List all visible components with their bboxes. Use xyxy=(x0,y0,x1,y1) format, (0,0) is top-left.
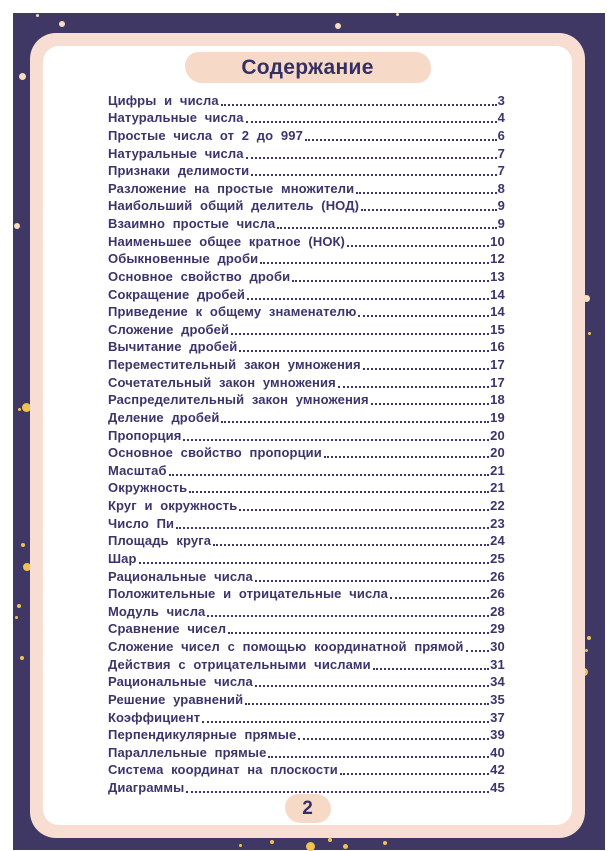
toc-entry-label: Переместительный закон умножения xyxy=(108,357,361,372)
toc-row xyxy=(108,354,505,372)
dotted-leader xyxy=(373,668,489,670)
toc-entry-page: 39 xyxy=(490,727,505,743)
toc-row xyxy=(108,178,505,196)
toc-row xyxy=(108,425,505,443)
toc-row xyxy=(108,689,505,707)
page-number: 2 xyxy=(302,797,313,819)
star-dot xyxy=(239,844,242,847)
toc-entry-page: 16 xyxy=(490,339,505,355)
toc-entry-page: 29 xyxy=(490,621,505,637)
star-dot xyxy=(21,543,25,547)
toc-entry-page: 45 xyxy=(490,780,505,795)
toc-row xyxy=(108,407,505,425)
dotted-leader xyxy=(324,456,489,458)
page-border xyxy=(30,33,585,838)
toc-entry-page: 13 xyxy=(490,268,505,284)
dotted-leader xyxy=(371,403,489,405)
toc-entry-label: Сокращение дробей xyxy=(108,286,245,302)
toc-entry-label: Положительные и отрицательные числа xyxy=(108,586,388,602)
toc-entry-label: Сложение чисел с помощью координатной прямой xyxy=(108,639,464,654)
dotted-leader xyxy=(221,421,489,423)
star-dot xyxy=(59,21,65,27)
star-dot xyxy=(328,838,332,842)
toc-row xyxy=(108,460,505,478)
dotted-leader xyxy=(247,298,489,300)
toc-entry-page: 26 xyxy=(490,568,505,584)
toc-entry-page: 26 xyxy=(490,586,505,602)
toc-entry-page: 6 xyxy=(497,127,505,143)
toc-row xyxy=(108,161,505,179)
toc-row xyxy=(108,143,505,161)
star-dot xyxy=(36,14,39,17)
title-banner xyxy=(185,52,431,83)
toc-entry-page: 17 xyxy=(490,357,505,372)
star-dot xyxy=(396,13,399,16)
toc-row xyxy=(108,213,505,231)
toc-row xyxy=(108,742,505,760)
toc-entry-label: Простые числа от 2 до 997 xyxy=(108,127,303,143)
toc-row xyxy=(108,619,505,637)
star-dot xyxy=(19,73,26,80)
toc-entry-label: Обыкновенные дроби xyxy=(108,251,259,267)
toc-row xyxy=(108,513,505,531)
toc-entry-page: 20 xyxy=(490,445,505,461)
toc-row xyxy=(108,495,505,513)
toc-row xyxy=(108,319,505,337)
dotted-leader xyxy=(202,721,489,723)
star-dot xyxy=(585,649,588,652)
star-dot xyxy=(14,223,20,229)
toc-row xyxy=(108,478,505,496)
star-dot xyxy=(18,408,21,411)
toc-row xyxy=(108,108,505,126)
dotted-leader xyxy=(213,544,489,546)
toc-entry-page: 14 xyxy=(490,304,505,320)
toc-entry-page: 9 xyxy=(497,216,505,231)
toc-entry-page: 24 xyxy=(490,533,505,549)
toc-entry-page: 34 xyxy=(490,674,505,690)
toc-entry-label: Масштаб xyxy=(108,462,167,478)
outer-frame xyxy=(13,13,605,850)
star-dot xyxy=(270,840,274,844)
toc-entry-label: Площадь круга xyxy=(108,533,212,549)
toc-entry-page: 37 xyxy=(490,709,505,725)
toc-entry-label: Параллельные прямые xyxy=(108,744,267,760)
dotted-leader xyxy=(356,192,496,194)
toc-row xyxy=(108,284,505,302)
toc-entry-label: Наибольший общий делитель (НОД) xyxy=(108,198,360,214)
toc-entry-page: 21 xyxy=(490,480,505,496)
toc-entry-page: 21 xyxy=(490,462,505,478)
toc-entry-page: 9 xyxy=(497,198,505,214)
dotted-leader xyxy=(239,350,489,352)
dotted-leader xyxy=(245,703,489,705)
toc-entry-page: 10 xyxy=(490,233,505,249)
toc-entry-label: Шар xyxy=(108,550,137,566)
toc-entry-page: 19 xyxy=(490,409,505,425)
toc-row xyxy=(108,90,505,108)
toc-entry-label: Окружность xyxy=(108,480,188,496)
toc-entry-page: 7 xyxy=(497,145,505,161)
toc-entry-label: Деление дробей xyxy=(108,409,220,425)
toc-entry-label: Взаимно простые числа xyxy=(108,216,276,231)
toc-entry-label: Пропорция xyxy=(108,427,182,443)
dotted-leader xyxy=(277,227,496,229)
toc-entry-label: Модуль числа xyxy=(108,603,206,619)
toc-row xyxy=(108,548,505,566)
toc-row xyxy=(108,601,505,619)
dotted-leader xyxy=(390,597,489,599)
toc-entry-page: 35 xyxy=(490,691,505,707)
toc-entry-page: 40 xyxy=(490,744,505,760)
toc-row xyxy=(108,760,505,778)
dotted-leader xyxy=(305,139,497,141)
toc-entry-page: 30 xyxy=(490,639,505,654)
dotted-leader xyxy=(186,791,489,793)
dotted-leader xyxy=(231,333,489,335)
star-dot xyxy=(383,841,387,845)
dotted-leader xyxy=(139,562,490,564)
toc-row xyxy=(108,584,505,602)
dotted-leader xyxy=(251,174,496,176)
star-dot xyxy=(587,636,591,640)
page-number-badge xyxy=(285,794,331,823)
dotted-leader xyxy=(246,157,497,159)
toc-entry-page: 20 xyxy=(490,427,505,443)
toc-entry-label: Рациональные числа xyxy=(108,568,253,584)
toc-row xyxy=(108,125,505,143)
toc-entry-page: 17 xyxy=(490,374,505,390)
toc-row xyxy=(108,636,505,654)
toc-entry-label: Сочетательный закон умножения xyxy=(108,374,336,390)
dotted-leader xyxy=(246,121,497,123)
dotted-leader xyxy=(292,280,489,282)
star-dot xyxy=(588,332,591,335)
toc-row xyxy=(108,302,505,320)
toc-entry-page: 28 xyxy=(490,603,505,619)
toc-entry-page: 22 xyxy=(490,498,505,513)
dotted-leader xyxy=(340,773,489,775)
star-dot xyxy=(343,844,348,849)
toc-entry-page: 15 xyxy=(490,321,505,337)
toc-row xyxy=(108,231,505,249)
page xyxy=(43,46,572,825)
toc-entry-label: Сложение дробей xyxy=(108,321,230,337)
toc-entry-page: 4 xyxy=(497,110,505,126)
dotted-leader xyxy=(260,262,489,264)
star-dot xyxy=(17,604,21,608)
star-dot xyxy=(20,656,24,660)
toc-entry-label: Диаграммы xyxy=(108,780,185,795)
toc-entry-label: Натуральные числа xyxy=(108,110,244,126)
toc-entry-page: 14 xyxy=(490,286,505,302)
dotted-leader xyxy=(347,245,489,247)
toc-entry-label: Рациональные числа xyxy=(108,674,253,690)
toc-row xyxy=(108,196,505,214)
toc-row xyxy=(108,531,505,549)
toc-entry-label: Основное свойство пропорции xyxy=(108,445,322,461)
toc-entry-label: Круг и окружность xyxy=(108,498,238,513)
dotted-leader xyxy=(176,527,489,529)
toc-entry-page: 18 xyxy=(490,392,505,408)
dotted-leader xyxy=(183,439,489,441)
toc-row xyxy=(108,777,505,795)
star-dot xyxy=(335,23,341,29)
toc-entry-label: Приведение к общему знаменателю xyxy=(108,304,357,320)
dotted-leader xyxy=(466,650,490,652)
toc-list xyxy=(108,90,505,795)
toc-entry-label: Действия с отрицательными числами xyxy=(108,656,371,672)
star-dot xyxy=(15,616,18,619)
toc-entry-label: Признаки делимости xyxy=(108,163,250,179)
toc-entry-page: 8 xyxy=(497,180,505,196)
toc-entry-page: 25 xyxy=(490,550,505,566)
dotted-leader xyxy=(169,474,490,476)
toc-row xyxy=(108,654,505,672)
toc-entry-label: Наименьшее общее кратное (НОК) xyxy=(108,233,345,249)
dotted-leader xyxy=(255,685,489,687)
toc-entry-page: 12 xyxy=(490,251,505,267)
dotted-leader xyxy=(221,104,497,106)
toc-row xyxy=(108,725,505,743)
toc-entry-label: Число Пи xyxy=(108,515,175,531)
toc-entry-label: Натуральные числа xyxy=(108,145,244,161)
toc-entry-page: 31 xyxy=(490,656,505,672)
dotted-leader xyxy=(239,509,489,511)
dotted-leader xyxy=(361,209,497,211)
dotted-leader xyxy=(358,315,489,317)
toc-row xyxy=(108,443,505,461)
toc-entry-label: Система координат на плоскости xyxy=(108,762,338,778)
toc-entry-label: Распределительный закон умножения xyxy=(108,392,369,408)
dotted-leader xyxy=(363,368,489,370)
dotted-leader xyxy=(255,580,489,582)
dotted-leader xyxy=(207,615,489,617)
dotted-leader xyxy=(268,756,489,758)
toc-entry-label: Сравнение чисел xyxy=(108,621,227,637)
toc-entry-label: Перпендикулярные прямые xyxy=(108,727,297,743)
toc-row xyxy=(108,337,505,355)
toc-row xyxy=(108,372,505,390)
toc-row xyxy=(108,249,505,267)
toc-row xyxy=(108,566,505,584)
toc-row xyxy=(108,266,505,284)
toc-row xyxy=(108,672,505,690)
toc-entry-label: Разложение на простые множители xyxy=(108,180,355,196)
toc-entry-label: Решение уравнений xyxy=(108,691,244,707)
toc-entry-page: 7 xyxy=(497,163,505,179)
toc-row xyxy=(108,707,505,725)
toc-entry-label: Основное свойство дроби xyxy=(108,268,291,284)
dotted-leader xyxy=(228,632,489,634)
toc-entry-label: Цифры и числа xyxy=(108,92,219,108)
toc-entry-label: Вычитание дробей xyxy=(108,339,238,355)
toc-entry-page: 23 xyxy=(490,515,505,531)
toc-entry-page: 3 xyxy=(497,92,505,108)
toc-entry-page: 42 xyxy=(490,762,505,778)
dotted-leader xyxy=(298,738,489,740)
toc-row xyxy=(108,390,505,408)
dotted-leader xyxy=(338,386,489,388)
toc-entry-label: Коэффициент xyxy=(108,709,201,725)
dotted-leader xyxy=(189,491,489,493)
page-title: Содержание xyxy=(241,55,374,79)
